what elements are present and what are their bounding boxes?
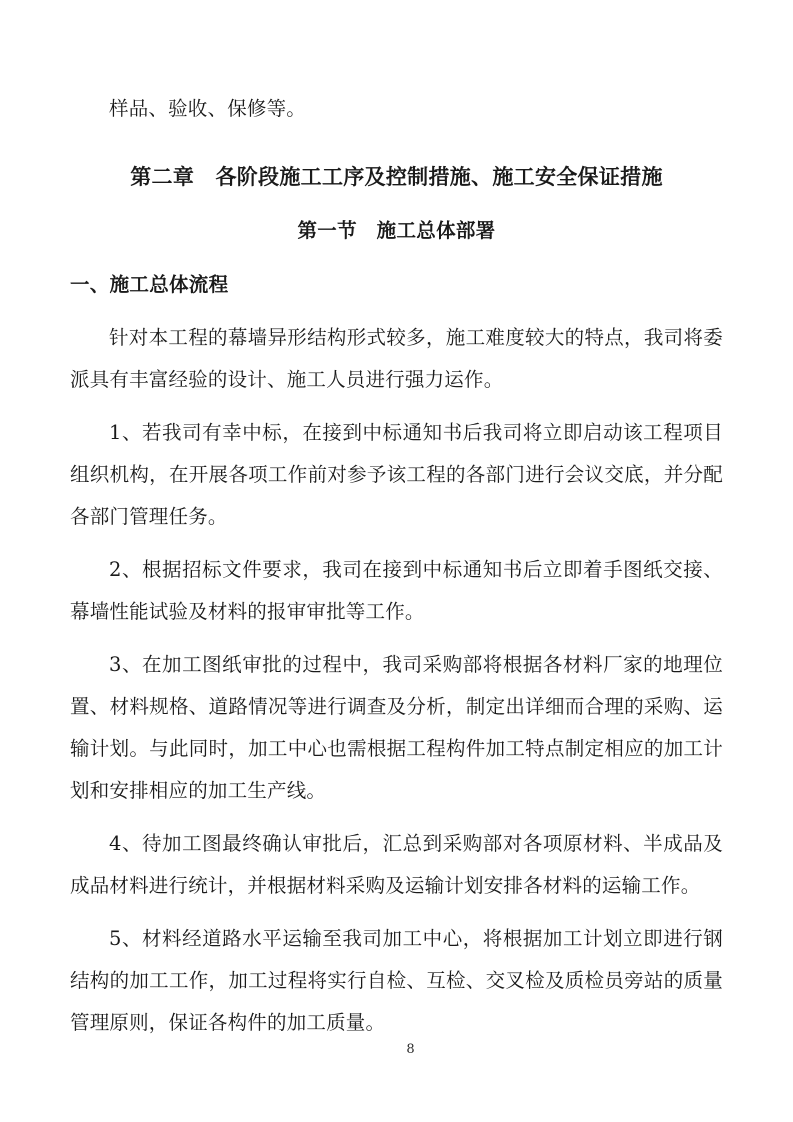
paragraph-item-1: 1、若我司有幸中标，在接到中标通知书后我司将立即启动该工程项目组织机构，在开展各项工作前对参予该工程的各部门进行会议交底，并分配各部门管理任务。 — [70, 421, 723, 528]
paragraph-item-5: 5、材料经道路水平运输至我司加工中心，将根据加工计划立即进行钢结构的加工工作，加工过程将实行自检、互检、交叉检及质检员旁站的质量管理原则，保证各构件的加工质量。 — [70, 927, 723, 1034]
section-heading: 第一节 施工总体部署 — [297, 219, 496, 242]
chapter-heading: 第二章 各阶段施工工序及控制措施、施工安全保证措施 — [130, 164, 663, 189]
paragraph-intro: 针对本工程的幕墙异形结构形式较多，施工难度较大的特点，我司将委派具有丰富经验的设计、施工人员进行强力运作。 — [70, 326, 723, 391]
paragraph-item-2: 2、根据招标文件要求，我司在接到中标通知书后立即着手图纸交接、幕墙性能试验及材料的报审审批等工作。 — [70, 558, 723, 623]
page-content — [70, 0, 723, 1044]
paragraph-item-3: 3、在加工图纸审批的过程中，我司采购部将根据各材料厂家的地理位置、材料规格、道路情况等进行调查及分析，制定出详细而合理的采购、运输计划。与此同时，加工中心也需根据工程构件加工特点制定相应的加工计划和安排相应的加工生产线。 — [70, 653, 723, 802]
paragraph-item-4: 4、待加工图最终确认审批后，汇总到采购部对各项原材料、半成品及成品材料进行统计，并根据材料采购及运输计划安排各材料的运输工作。 — [70, 832, 723, 897]
page-number: 8 — [406, 1042, 415, 1057]
continuation-line: 样品、验收、保修等。 — [109, 97, 307, 120]
subsection-heading: 一、施工总体流程 — [70, 273, 229, 296]
